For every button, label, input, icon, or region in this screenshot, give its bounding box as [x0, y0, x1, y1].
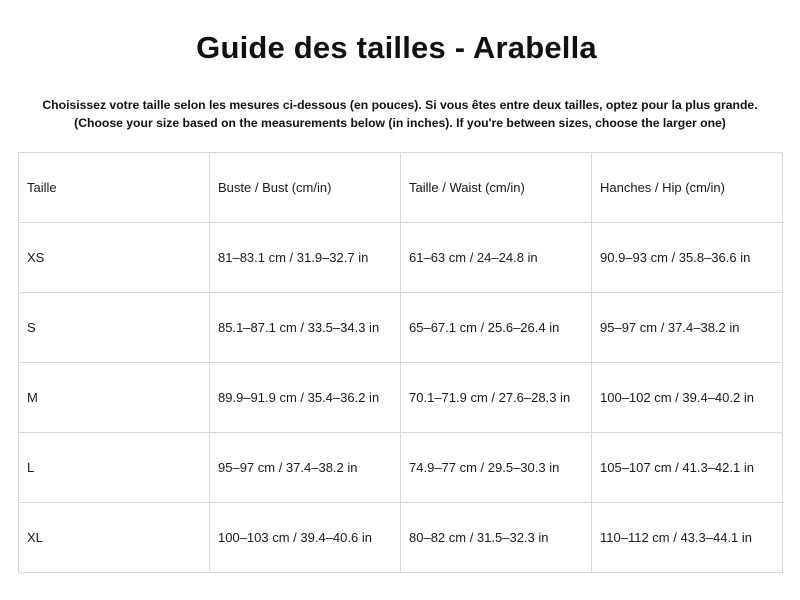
table-header-row: [19, 153, 783, 223]
table-row: [19, 503, 783, 573]
intro-text: [0, 96, 800, 132]
hip-cell: 100–102 cm / 39.4–40.2 in: [592, 363, 783, 433]
intro-line-english: (Choose your size based on the measurements below (in inches). If you're between sizes, choose the larger one): [74, 116, 726, 130]
bust-cell: 100–103 cm / 39.4–40.6 in: [210, 503, 401, 573]
waist-cell: 61–63 cm / 24–24.8 in: [401, 223, 592, 293]
bust-cell: 89.9–91.9 cm / 35.4–36.2 in: [210, 363, 401, 433]
waist-cell: 80–82 cm / 31.5–32.3 in: [401, 503, 592, 573]
size-chart-table: [18, 152, 783, 573]
intro-line-french: Choisissez votre taille selon les mesures ci-dessous (en pouces). Si vous êtes entre deux tailles, optez pour la plus grande.: [42, 98, 758, 112]
waist-cell: 70.1–71.9 cm / 27.6–28.3 in: [401, 363, 592, 433]
hip-cell: 90.9–93 cm / 35.8–36.6 in: [592, 223, 783, 293]
hip-cell: 95–97 cm / 37.4–38.2 in: [592, 293, 783, 363]
waist-cell: 74.9–77 cm / 29.5–30.3 in: [401, 433, 592, 503]
bust-cell: 81–83.1 cm / 31.9–32.7 in: [210, 223, 401, 293]
size-cell: XS: [19, 223, 210, 293]
header-waist: Taille / Waist (cm/in): [401, 153, 592, 223]
size-cell: M: [19, 363, 210, 433]
waist-cell: 65–67.1 cm / 25.6–26.4 in: [401, 293, 592, 363]
bust-cell: 95–97 cm / 37.4–38.2 in: [210, 433, 401, 503]
page-title: Guide des tailles - Arabella: [196, 30, 597, 65]
table-row: [19, 363, 783, 433]
size-cell: S: [19, 293, 210, 363]
bust-cell: 85.1–87.1 cm / 33.5–34.3 in: [210, 293, 401, 363]
table-row: [19, 293, 783, 363]
header-hip: Hanches / Hip (cm/in): [592, 153, 783, 223]
header-bust: Buste / Bust (cm/in): [210, 153, 401, 223]
header-size: Taille: [19, 153, 210, 223]
size-cell: L: [19, 433, 210, 503]
hip-cell: 110–112 cm / 43.3–44.1 in: [592, 503, 783, 573]
size-cell: XL: [19, 503, 210, 573]
table-row: [19, 433, 783, 503]
hip-cell: 105–107 cm / 41.3–42.1 in: [592, 433, 783, 503]
table-row: [19, 223, 783, 293]
